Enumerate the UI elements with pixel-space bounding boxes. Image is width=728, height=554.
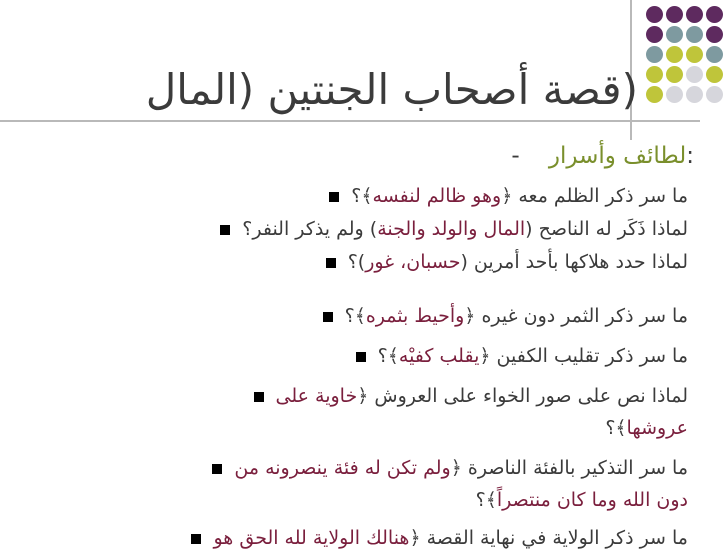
bullet-icon	[212, 464, 222, 474]
decorative-dots	[640, 6, 726, 106]
list-item-continued: دون الله وما كان منتصراً﴾؟	[475, 489, 688, 511]
bullet-icon	[326, 258, 336, 268]
section-heading	[511, 143, 694, 169]
heading-dash: -	[511, 143, 520, 169]
list-item: ما سر ذكر تقليب الكفين ﴿يقلب كفيْه﴾؟	[356, 340, 688, 372]
list-item-continued: عروشها﴾؟	[605, 417, 688, 439]
list-item: لماذا نص على صور الخواء على العروش ﴿خاوية على	[254, 380, 688, 412]
list-item: لماذا حدد هلاكها بأحد أمرين (حسبان، غور)؟	[326, 246, 688, 278]
list-item: لماذا ذَكَر له الناصح (المال والولد والجنة) ولم يذكر النفر؟	[220, 213, 688, 245]
heading-text: لطائف وأسرار	[548, 143, 687, 169]
list-item: ما سر التذكير بالفئة الناصرة ﴿ولم تكن له فئة ينصرونه من	[212, 452, 688, 484]
slide-title: (قصة أصحاب الجنتين (المال	[145, 65, 638, 114]
bullet-icon	[191, 534, 201, 544]
bullet-icon	[220, 225, 230, 235]
bullet-icon	[356, 352, 366, 362]
list-item: ما سر ذكر الثمر دون غيره ﴿وأحيط بثمره﴾؟	[323, 300, 688, 332]
bullet-icon	[329, 192, 339, 202]
bullet-icon	[254, 392, 264, 402]
bullet-icon	[323, 312, 333, 322]
list-item: ما سر ذكر الظلم معه ﴿وهو ظالم لنفسه﴾؟	[329, 180, 688, 212]
heading-colon: :	[686, 143, 694, 169]
list-item: ما سر ذكر الولاية في نهاية القصة ﴿هنالك الولاية لله الحق هو	[191, 522, 688, 554]
horizontal-divider	[0, 120, 700, 122]
